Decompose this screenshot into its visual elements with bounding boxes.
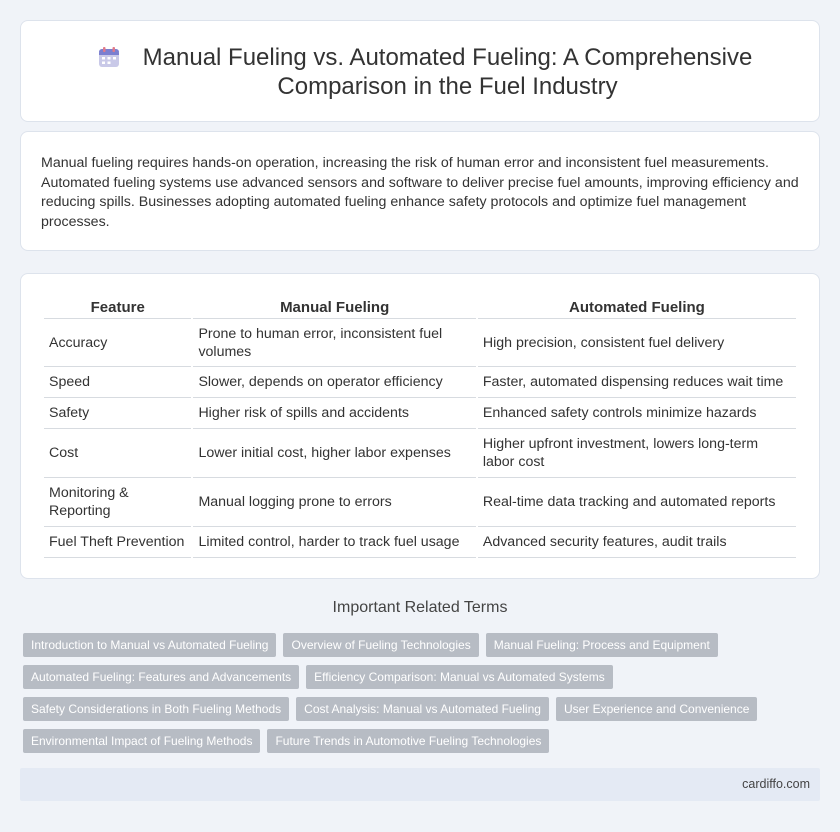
- related-term-tag[interactable]: Overview of Fueling Technologies: [283, 633, 478, 657]
- table-cell: Prone to human error, inconsistent fuel volumes: [193, 319, 475, 367]
- related-terms-tags: [23, 633, 823, 761]
- related-term-tag[interactable]: Safety Considerations in Both Fueling Methods: [23, 697, 289, 721]
- related-term-tag[interactable]: Future Trends in Automotive Fueling Technologies: [267, 729, 549, 753]
- table-cell: Faster, automated dispensing reduces wait time: [478, 367, 796, 398]
- related-term-tag[interactable]: Introduction to Manual vs Automated Fueling: [23, 633, 276, 657]
- tag-row: [23, 665, 823, 689]
- table-cell: Accuracy: [44, 319, 191, 367]
- table-cell: Cost: [44, 429, 191, 478]
- table-cell: Slower, depends on operator efficiency: [193, 367, 475, 398]
- tag-row: [23, 697, 823, 721]
- comparison-table-card: [20, 273, 820, 579]
- table-row: [44, 527, 796, 558]
- table-cell: Lower initial cost, higher labor expenses: [193, 429, 475, 478]
- header-card: [20, 20, 820, 122]
- related-terms-title: Important Related Terms: [332, 599, 508, 616]
- table-cell: Fuel Theft Prevention: [44, 527, 191, 558]
- tag-row: [23, 729, 823, 753]
- table-cell: Monitoring & Reporting: [44, 478, 191, 527]
- intro-card: [20, 131, 820, 251]
- table-cell: Higher risk of spills and accidents: [193, 398, 475, 429]
- related-term-tag[interactable]: Cost Analysis: Manual vs Automated Fueling: [296, 697, 549, 721]
- column-header-feature: Feature: [44, 296, 191, 319]
- table-cell: Higher upfront investment, lowers long-term labor cost: [478, 429, 796, 478]
- footer-site-link[interactable]: cardiffo.com: [742, 777, 810, 791]
- column-header-automated: Automated Fueling: [478, 296, 796, 319]
- intro-text: Manual fueling requires hands-on operation, increasing the risk of human error and inconsistent fuel measurements. Automated fueling systems use advanced sensors and software to deliver precise fuel amounts, improving efficiency and reducing spills. Businesses adopting automated fueling enhance safety protocols and optimize fuel management processes.: [41, 155, 799, 230]
- table-cell: Safety: [44, 398, 191, 429]
- table-cell: Real-time data tracking and automated reports: [478, 478, 796, 527]
- related-term-tag[interactable]: Automated Fueling: Features and Advancements: [23, 665, 299, 689]
- page-title: Manual Fueling vs. Automated Fueling: A Comprehensive Comparison in the Fuel Industry: [142, 44, 753, 100]
- table-cell: Speed: [44, 367, 191, 398]
- table-cell: Enhanced safety controls minimize hazards: [478, 398, 796, 429]
- related-term-tag[interactable]: Efficiency Comparison: Manual vs Automated Systems: [306, 665, 613, 689]
- table-cell: Advanced security features, audit trails: [478, 527, 796, 558]
- table-row: [44, 319, 796, 367]
- table-cell: Manual logging prone to errors: [193, 478, 475, 527]
- table-cell: Limited control, harder to track fuel usage: [193, 527, 475, 558]
- related-term-tag[interactable]: Environmental Impact of Fueling Methods: [23, 729, 260, 753]
- table-row: [44, 478, 796, 527]
- related-term-tag[interactable]: Manual Fueling: Process and Equipment: [486, 633, 718, 657]
- footer: [20, 768, 820, 801]
- table-row: [44, 398, 796, 429]
- table-cell: High precision, consistent fuel delivery: [478, 319, 796, 367]
- table-row: [44, 367, 796, 398]
- column-header-manual: Manual Fueling: [193, 296, 475, 319]
- table-header-row: [44, 296, 796, 319]
- comparison-table: [42, 296, 798, 558]
- table-row: [44, 429, 796, 478]
- tag-row: [23, 633, 823, 657]
- related-term-tag[interactable]: User Experience and Convenience: [556, 697, 757, 721]
